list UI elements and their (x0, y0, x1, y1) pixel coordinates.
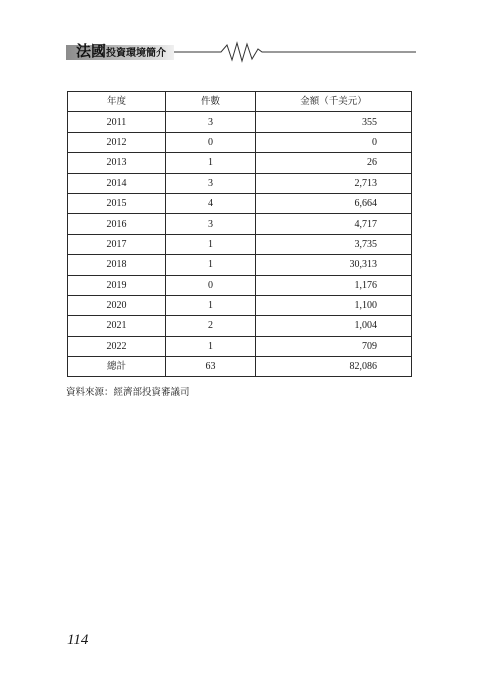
cell-amount: 2,713 (256, 173, 412, 193)
cell-year: 2017 (68, 234, 166, 254)
table-row (68, 214, 412, 234)
cell-count: 3 (166, 214, 256, 234)
cell-amount: 709 (256, 336, 412, 356)
cell-count: 1 (166, 153, 256, 173)
cell-amount: 30,313 (256, 255, 412, 275)
page-number: 114 (67, 632, 89, 648)
cell-year: 2019 (68, 275, 166, 295)
cell-amount: 0 (256, 132, 412, 152)
cell-count: 0 (166, 275, 256, 295)
investment-table (67, 91, 412, 377)
table-row (68, 132, 412, 152)
table-row (68, 173, 412, 193)
cell-year: 2022 (68, 336, 166, 356)
cell-count: 3 (166, 112, 256, 132)
column-header-year: 年度 (68, 92, 166, 112)
cell-year: 2014 (68, 173, 166, 193)
table-row (68, 193, 412, 213)
header-title-main: 法國 (76, 42, 107, 60)
cell-count: 2 (166, 316, 256, 336)
cell-year: 2012 (68, 132, 166, 152)
cell-year: 2016 (68, 214, 166, 234)
total-label: 總計 (68, 357, 166, 377)
column-header-count: 件數 (166, 92, 256, 112)
cell-amount: 1,004 (256, 316, 412, 336)
cell-amount: 1,100 (256, 295, 412, 315)
cell-count: 1 (166, 336, 256, 356)
source-note: 資料來源：經濟部投資審議司 (66, 387, 190, 398)
cell-count: 1 (166, 295, 256, 315)
cell-count: 0 (166, 132, 256, 152)
table-header-row (68, 92, 412, 112)
cell-amount: 26 (256, 153, 412, 173)
total-amount: 82,086 (256, 357, 412, 377)
column-header-amount: 金額（千美元） (256, 92, 412, 112)
cell-year: 2011 (68, 112, 166, 132)
header-title-sub: 投資環境簡介 (106, 48, 167, 59)
cell-amount: 1,176 (256, 275, 412, 295)
table-row (68, 112, 412, 132)
table-row (68, 316, 412, 336)
table-body (68, 112, 412, 357)
cell-count: 3 (166, 173, 256, 193)
cell-year: 2013 (68, 153, 166, 173)
cell-count: 1 (166, 234, 256, 254)
cell-amount: 3,735 (256, 234, 412, 254)
header-zigzag-line-icon (174, 40, 416, 66)
table-row (68, 295, 412, 315)
cell-amount: 4,717 (256, 214, 412, 234)
table-row (68, 255, 412, 275)
table-row (68, 234, 412, 254)
cell-year: 2015 (68, 193, 166, 213)
cell-year: 2020 (68, 295, 166, 315)
cell-count: 4 (166, 193, 256, 213)
running-header (66, 40, 416, 66)
total-count: 63 (166, 357, 256, 377)
cell-amount: 6,664 (256, 193, 412, 213)
header-title (76, 41, 166, 64)
table-row (68, 275, 412, 295)
cell-year: 2018 (68, 255, 166, 275)
table-row (68, 336, 412, 356)
cell-count: 1 (166, 255, 256, 275)
table-row (68, 153, 412, 173)
cell-amount: 355 (256, 112, 412, 132)
cell-year: 2021 (68, 316, 166, 336)
table-total-row (68, 357, 412, 377)
